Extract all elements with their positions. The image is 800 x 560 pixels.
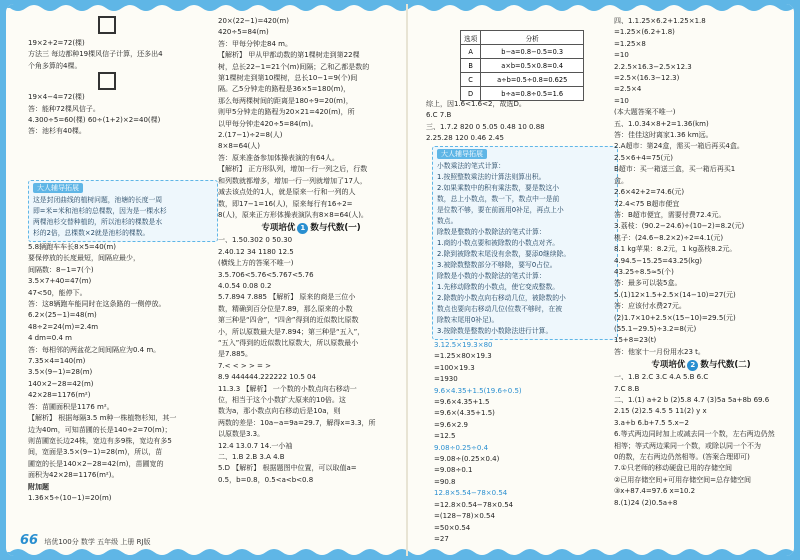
tip-line: 杉的2倍，总棵数×2就是池杉的棵数。: [33, 229, 150, 237]
text-line: =9.6×2.9: [434, 420, 468, 429]
text-line: 1.36×5÷(10−1)=20(m): [28, 493, 112, 502]
text-line: =50×0.54: [434, 523, 471, 532]
text-line: 3.荔枝：(90.2−24.6)÷(10−2)=8.2(元): [614, 222, 745, 231]
tip-line: 数点也要向右移动几位(位数不够时，在被: [437, 305, 562, 313]
text-line: 数为a，那小数点向右移动后是10a，则: [218, 407, 341, 416]
table-row: C a÷b=0.5÷0.8=0.625: [461, 73, 584, 87]
text-line: 3.a+b 6.b+7.5 5.x−2: [614, 418, 689, 427]
options-table: [460, 30, 584, 101]
tip-line: 除数是整数的小数除法的笔式计算：: [437, 228, 546, 236]
text-line: 三、1.7.2 820 0 5.05 0.48 10 0.88: [426, 122, 545, 131]
page-footer: [20, 533, 151, 548]
text-line: 圃宽的长是140×2−28=42(m)，苗圃宽的: [28, 459, 164, 468]
text-line: 减去该点处的1人，就是原来一行和一列的人: [218, 188, 356, 197]
text-line: 要保停放的长度最短，间隔应最少，: [28, 254, 140, 263]
text-line: 是7.885。: [218, 350, 253, 359]
text-line: 3.12.5×19.3×80: [434, 341, 493, 349]
tip-line: 小数乘法的笔式计算：: [437, 162, 505, 170]
text-line: 8.9 444444.222222 10.5 04: [218, 373, 316, 382]
text-line: 答：这8辆跑车能同时在这条路的一侧停放。: [28, 300, 166, 309]
top-wave-border: [6, 4, 794, 14]
text-line: =12.8×0.54−78×0.54: [434, 500, 514, 509]
text-line: 以甲每分钟走420÷5=84(m)。: [218, 119, 318, 128]
text-line: 那么每两棵树间的距离是180÷9=20(m)，: [218, 96, 353, 105]
text-line: 72.4<75 B超市便宜: [614, 199, 680, 208]
text-line: 4.0.54 0.08 0.2: [218, 281, 272, 290]
text-line: 答：甲每分钟走84 m。: [218, 39, 292, 48]
text-line: B超市：买一箱送三盒，买一箱后再买1: [614, 165, 736, 174]
text-line: 5.(1)12×1.5+2.5×(14−10)=27(元): [614, 290, 736, 299]
tip-line: 3.被除数整数部分不够除，要写0占位。: [437, 261, 557, 269]
text-line: 间，宽面是3.5×(9−1)=28(m)，所以，苗: [28, 448, 163, 457]
text-line: 四、1.1.25×6.2+1.25×1.8: [614, 17, 706, 25]
tip-line: 是位数不够，要在前面用0补足，再点上小: [437, 206, 564, 214]
text-line: 20×(22−1)=420(m): [218, 17, 289, 25]
text-line: 0的数，左右两边仍然相等。(答案合理即可): [614, 453, 750, 462]
text-line: =10: [614, 96, 629, 105]
table-row: D b÷a=0.8÷0.5=1.6: [461, 87, 584, 101]
text-line: 9.6×4.35+1.5(19.6÷0.5): [434, 386, 522, 395]
text-line: 8(人)，原来正方形体操表演队有8×8=64(人)。: [218, 210, 368, 219]
page-spread: [6, 4, 794, 556]
text-line: 五、1.0.34×8+2=1.36(km): [614, 119, 709, 128]
text-line: (2)1.7×10+2.5×(15−10)=29.5(元): [614, 313, 736, 322]
text-line: 一、1.50.302 0 50.30: [218, 236, 293, 245]
text-line: 盒。: [614, 176, 628, 185]
text-line: =10: [614, 51, 629, 60]
text-line: 3.5×7+40=47(m): [28, 277, 92, 286]
text-line: 【解析】 根据每隔3.5 m种一株植物杉知，其一: [28, 414, 177, 423]
text-line: 第1棵树走到第10棵树，总长10−1=9(个)间: [218, 74, 358, 83]
text-line: 树，总长22−1=21个(m)间隔；乙和乙都是数的: [218, 62, 370, 71]
text-line: 2.5×6+4=75(元): [614, 153, 674, 162]
column-1-b: [28, 242, 213, 504]
text-line: 5.D 【解析】 根据题图中位置，可以取值a=: [218, 464, 357, 473]
tip-line: 2.除到被除数末尾没有余数，要添0继续除。: [437, 250, 571, 258]
text-line: 则苗圃宽长边24株，宽边有多9株，宽边有多5: [28, 436, 172, 445]
column-4: [614, 16, 788, 509]
text-line: 7.< < > > = >: [218, 361, 271, 370]
text-line: 2.(17−1)÷2=8(人): [218, 131, 283, 140]
text-line: 答：苗圃面积是1176 m²。: [28, 402, 114, 411]
text-line: 7.35×4=140(m): [28, 357, 86, 366]
text-line: =2.5×(16.3−12.3): [614, 74, 680, 83]
text-line: 4.94.5−15.25=43.25(kg): [614, 256, 703, 265]
text-line: 47<50，能停下。: [28, 288, 87, 297]
text-line: 桃子：(24.6−8.2×2)÷2=4.1(元): [614, 233, 724, 242]
text-line: 2.25.28 120 0.46 2.45: [426, 134, 504, 143]
section-number-badge: 1: [297, 223, 308, 234]
text-line: (55.1−29.5)÷3.2=8(元): [614, 324, 697, 333]
footer-text: 培优100分 数学 五年级 上册 RJ版: [44, 538, 151, 546]
text-line: =2.5×4: [614, 85, 642, 94]
text-line: 6.等式两边同时加上或减去同一个数，左右两边仍然: [614, 430, 775, 439]
text-line: 5.8辆跑车车长8×5=40(m): [28, 243, 116, 251]
text-line: 3.5.706<5.76<5.767<5.76: [218, 270, 314, 279]
text-line: =1930: [434, 375, 458, 384]
text-line: 间隔数：8−1=7(个): [28, 265, 94, 274]
text-line: 43.25÷8.5≈5(个): [614, 267, 674, 276]
diagram-square-top: [28, 16, 213, 38]
text-line: =(128−78)×0.54: [434, 512, 495, 521]
table-header: 选项: [461, 31, 481, 45]
text-line: 面积为42×28=1176(m²)。: [28, 471, 119, 480]
text-line: 二、1.(1) a+2 b (2)5.8 4.7 (3)5a 5a+8b 69.6: [614, 396, 770, 404]
tip-line: 两棵池杉交替种植的，所以池杉的棵数是水: [33, 218, 163, 226]
text-line: =100×19.3: [434, 363, 475, 372]
text-line: 答：B超市便宜，需要付费72.4元。: [614, 210, 726, 219]
text-line: 12.4 13.0.7 14.一小袖: [218, 441, 293, 450]
column-2: [218, 16, 404, 486]
tip-line: 这是封闭曲线的植树问题，池塘的长度一周: [33, 196, 163, 204]
table-header: 分析: [481, 31, 584, 45]
text-line: 答：池杉有40棵。: [28, 127, 86, 136]
text-line: 答：最多可以装5盒。: [614, 279, 682, 288]
text-line: 15+8=23(t): [614, 336, 657, 345]
page-gutter: [406, 4, 408, 556]
text-line: 答：应该付水费27元。: [614, 302, 686, 311]
text-line: 第三种是“四舍”，“四舍”得到的近似数比原数: [218, 316, 359, 325]
text-line: 6.2×(25−1)=48(m): [28, 311, 97, 320]
text-line: =1.25×(6.2+1.8): [614, 28, 675, 37]
text-line: =9.6×4.35+1.5: [434, 398, 490, 407]
tip-line: 数，总上小数点，数一下，数点中一是前: [437, 195, 560, 203]
text-line: 位，相当于这个小数扩大原来的10倍。这: [218, 396, 346, 404]
text-line: =9.08÷(0.25×0.4): [434, 455, 500, 464]
diagram-square-bottom: [28, 72, 213, 92]
text-line: 和列数就都增多，增加一行一列就增加了17人，: [218, 176, 367, 185]
text-line: 答：原来准备参加体操表演的有64人。: [218, 153, 339, 162]
text-line: 相等；等式两边乘同一个数，或除以同一个不为: [614, 441, 761, 450]
text-line: 19×4−4=72(棵): [28, 93, 85, 102]
section-number-badge: 2: [687, 360, 698, 371]
text-line: 小，所以原数最大是7.894；第三种是“五入”，: [218, 327, 365, 336]
tip-line: 2.如果乘数中的积有乘法数，要是数这小: [437, 184, 560, 192]
text-line: 边为40m，可知苗圃的长是140÷2=70(m)；: [28, 425, 172, 434]
tip-box-title: 大人辅导拓展: [437, 149, 487, 159]
text-line: 8.1 kg苹果：8.2元，1 kg荔枝8.2元。: [614, 245, 737, 254]
text-line: 答：每相邻的两盆花之间间隔应为0.4 m。: [28, 345, 161, 354]
tip-line: 除数是小数的小数除法的笔式计算：: [437, 272, 546, 280]
tip-line: 1.先移动除数的小数点，使它变成整数。: [437, 283, 560, 291]
text-line: 48÷2=24(m)=2.4m: [28, 322, 99, 331]
text-line: (本大题答案不唯一): [614, 108, 676, 117]
column-3-b: [434, 340, 609, 545]
text-line: 7.C 8.B: [614, 384, 640, 393]
text-line: 答：佳佳这时离家1.36 km远。: [614, 131, 713, 140]
text-line: 4 dm=0.4 m: [28, 334, 72, 343]
tip-line: 1.按照整数乘法的计算法则算出积。: [437, 173, 546, 181]
table-row: A b−a=0.8−0.5=0.3: [461, 45, 584, 59]
text-line: 11.3.3 【解析】 一个数的小数点向右移动一: [218, 384, 357, 393]
table-row: B a×b=0.5×0.8=0.4: [461, 59, 584, 73]
text-line: 140×2−28=42(m): [28, 379, 94, 388]
section-title-1: 专项培优 1 数与代数(一): [261, 223, 361, 234]
text-line: 12.8×5.54−78×0.54: [434, 489, 508, 498]
text-line: 一、1.B 2.C 3.C 4.A 5.B 6.C: [614, 373, 709, 382]
text-line: 个角多算的4棵。: [28, 61, 82, 70]
text-line: 隔。乙5分钟走的路程是36×5=180(m)，: [218, 85, 351, 94]
text-line: 8.(1)24 (2)0.5a+8: [614, 498, 678, 507]
text-line: 【解析】 甲从甲都动数的第1棵树走到第22棵: [218, 51, 360, 60]
text-line: 数，精确到百分位是7.89，那么原来的小数: [218, 304, 353, 313]
text-line: 综上，因1.6<1.6<2，故选D。: [426, 100, 526, 108]
text-line: 5.7.894 7.885 【解析】 原来的商是三位小: [218, 293, 356, 302]
text-line: 9.08÷0.25÷0.4: [434, 443, 489, 452]
text-line: 0.5，b=0.8，0.5<a<b<0.8: [218, 475, 314, 484]
text-line: ②已用存储空间+可用存储空间=总存储空间: [614, 475, 752, 484]
column-3: [426, 99, 611, 145]
text-line: 答：能种72棵风信子。: [28, 104, 100, 113]
tip-box-1: [28, 180, 218, 242]
text-line: 2.2.5×16.3−2.5×12.3: [614, 62, 692, 71]
text-line: 【解析】 正方形队列，增加一行一列之后，行数: [218, 165, 368, 174]
text-line: 4.300÷5=60(棵) 60÷(1+2)×2=40(棵): [28, 116, 161, 125]
text-line: 以原数是3.3。: [218, 430, 265, 439]
text-line: 答：他家十一月份用水23 t。: [614, 347, 705, 356]
text-line: =12.5: [434, 432, 456, 441]
tip-line: 2.除数的小数点向右移动几位，被除数的小: [437, 294, 566, 302]
tip-box-2: [432, 146, 618, 340]
text-line: 方法三 每边都种19棵风信子计算，还多出4: [28, 50, 163, 59]
text-line: 则甲5分钟走的路程为20×21=420(m)，所: [218, 108, 355, 117]
text-line: =27: [434, 534, 449, 543]
column-1: [28, 16, 213, 138]
text-line: 6.C 7.B: [426, 111, 452, 120]
extra-title: 附加题: [28, 482, 49, 491]
text-line: 7.①只老师的移动硬盘已用的存储空间: [614, 464, 732, 473]
tip-line: 即=米=米和池杉的总棵数，因为是一棵水杉: [33, 207, 167, 215]
text-line: 数，即17−1=16(人)，原来每行有16÷2=: [218, 199, 353, 208]
text-line: =90.8: [434, 477, 456, 486]
text-line: 2.6×42+2=74.6(元): [614, 188, 685, 197]
text-line: (横线上方的答案不唯一): [218, 259, 294, 268]
tip-line: 3.按除数是整数的小数除法进行计算。: [437, 327, 553, 335]
text-line: ③x+87.4=97.6 x=10.2: [614, 487, 696, 496]
page-number: 66: [20, 533, 39, 548]
text-line: 2.40.12 34 1180 12.5: [218, 247, 294, 256]
text-line: =9.08÷0.1: [434, 466, 473, 475]
text-line: 8×8=64(人): [218, 142, 261, 151]
text-line: 二、1.B 2.B 3.A 4.B: [218, 453, 285, 462]
text-line: 两数的差是：10a−a=9a=29.7，解得x=3.3，所: [218, 418, 376, 427]
text-line: 3.5×(9−1)=28(m): [28, 368, 93, 377]
text-line: 19×2+2=72(棵): [28, 39, 85, 47]
tip-line: 1.商的小数点要和被除数的小数点对齐。: [437, 239, 560, 247]
text-line: =9.6×(4.35+1.5): [434, 409, 495, 418]
text-line: 420÷5=84(m): [218, 28, 269, 37]
text-line: “五入”得到的近似数比原数大，所以原数最小: [218, 338, 359, 347]
section-title-2: 专项培优 2 数与代数(二): [651, 360, 751, 371]
text-line: =1.25×80×19.3: [434, 352, 492, 361]
text-line: =1.25×8: [614, 39, 646, 48]
tip-box-title: 大人辅导拓展: [33, 183, 83, 193]
tip-line: 除数末尾用0补足)。: [437, 316, 499, 324]
text-line: 2.15 (2)2.5 4.5 5 11(2) y x: [614, 407, 707, 416]
tip-line: 数点。: [437, 217, 458, 225]
text-line: 42×28=1176(m²): [28, 391, 91, 400]
text-line: 2.A超市：第24盒，需买一箱后再买4盒。: [614, 142, 744, 151]
